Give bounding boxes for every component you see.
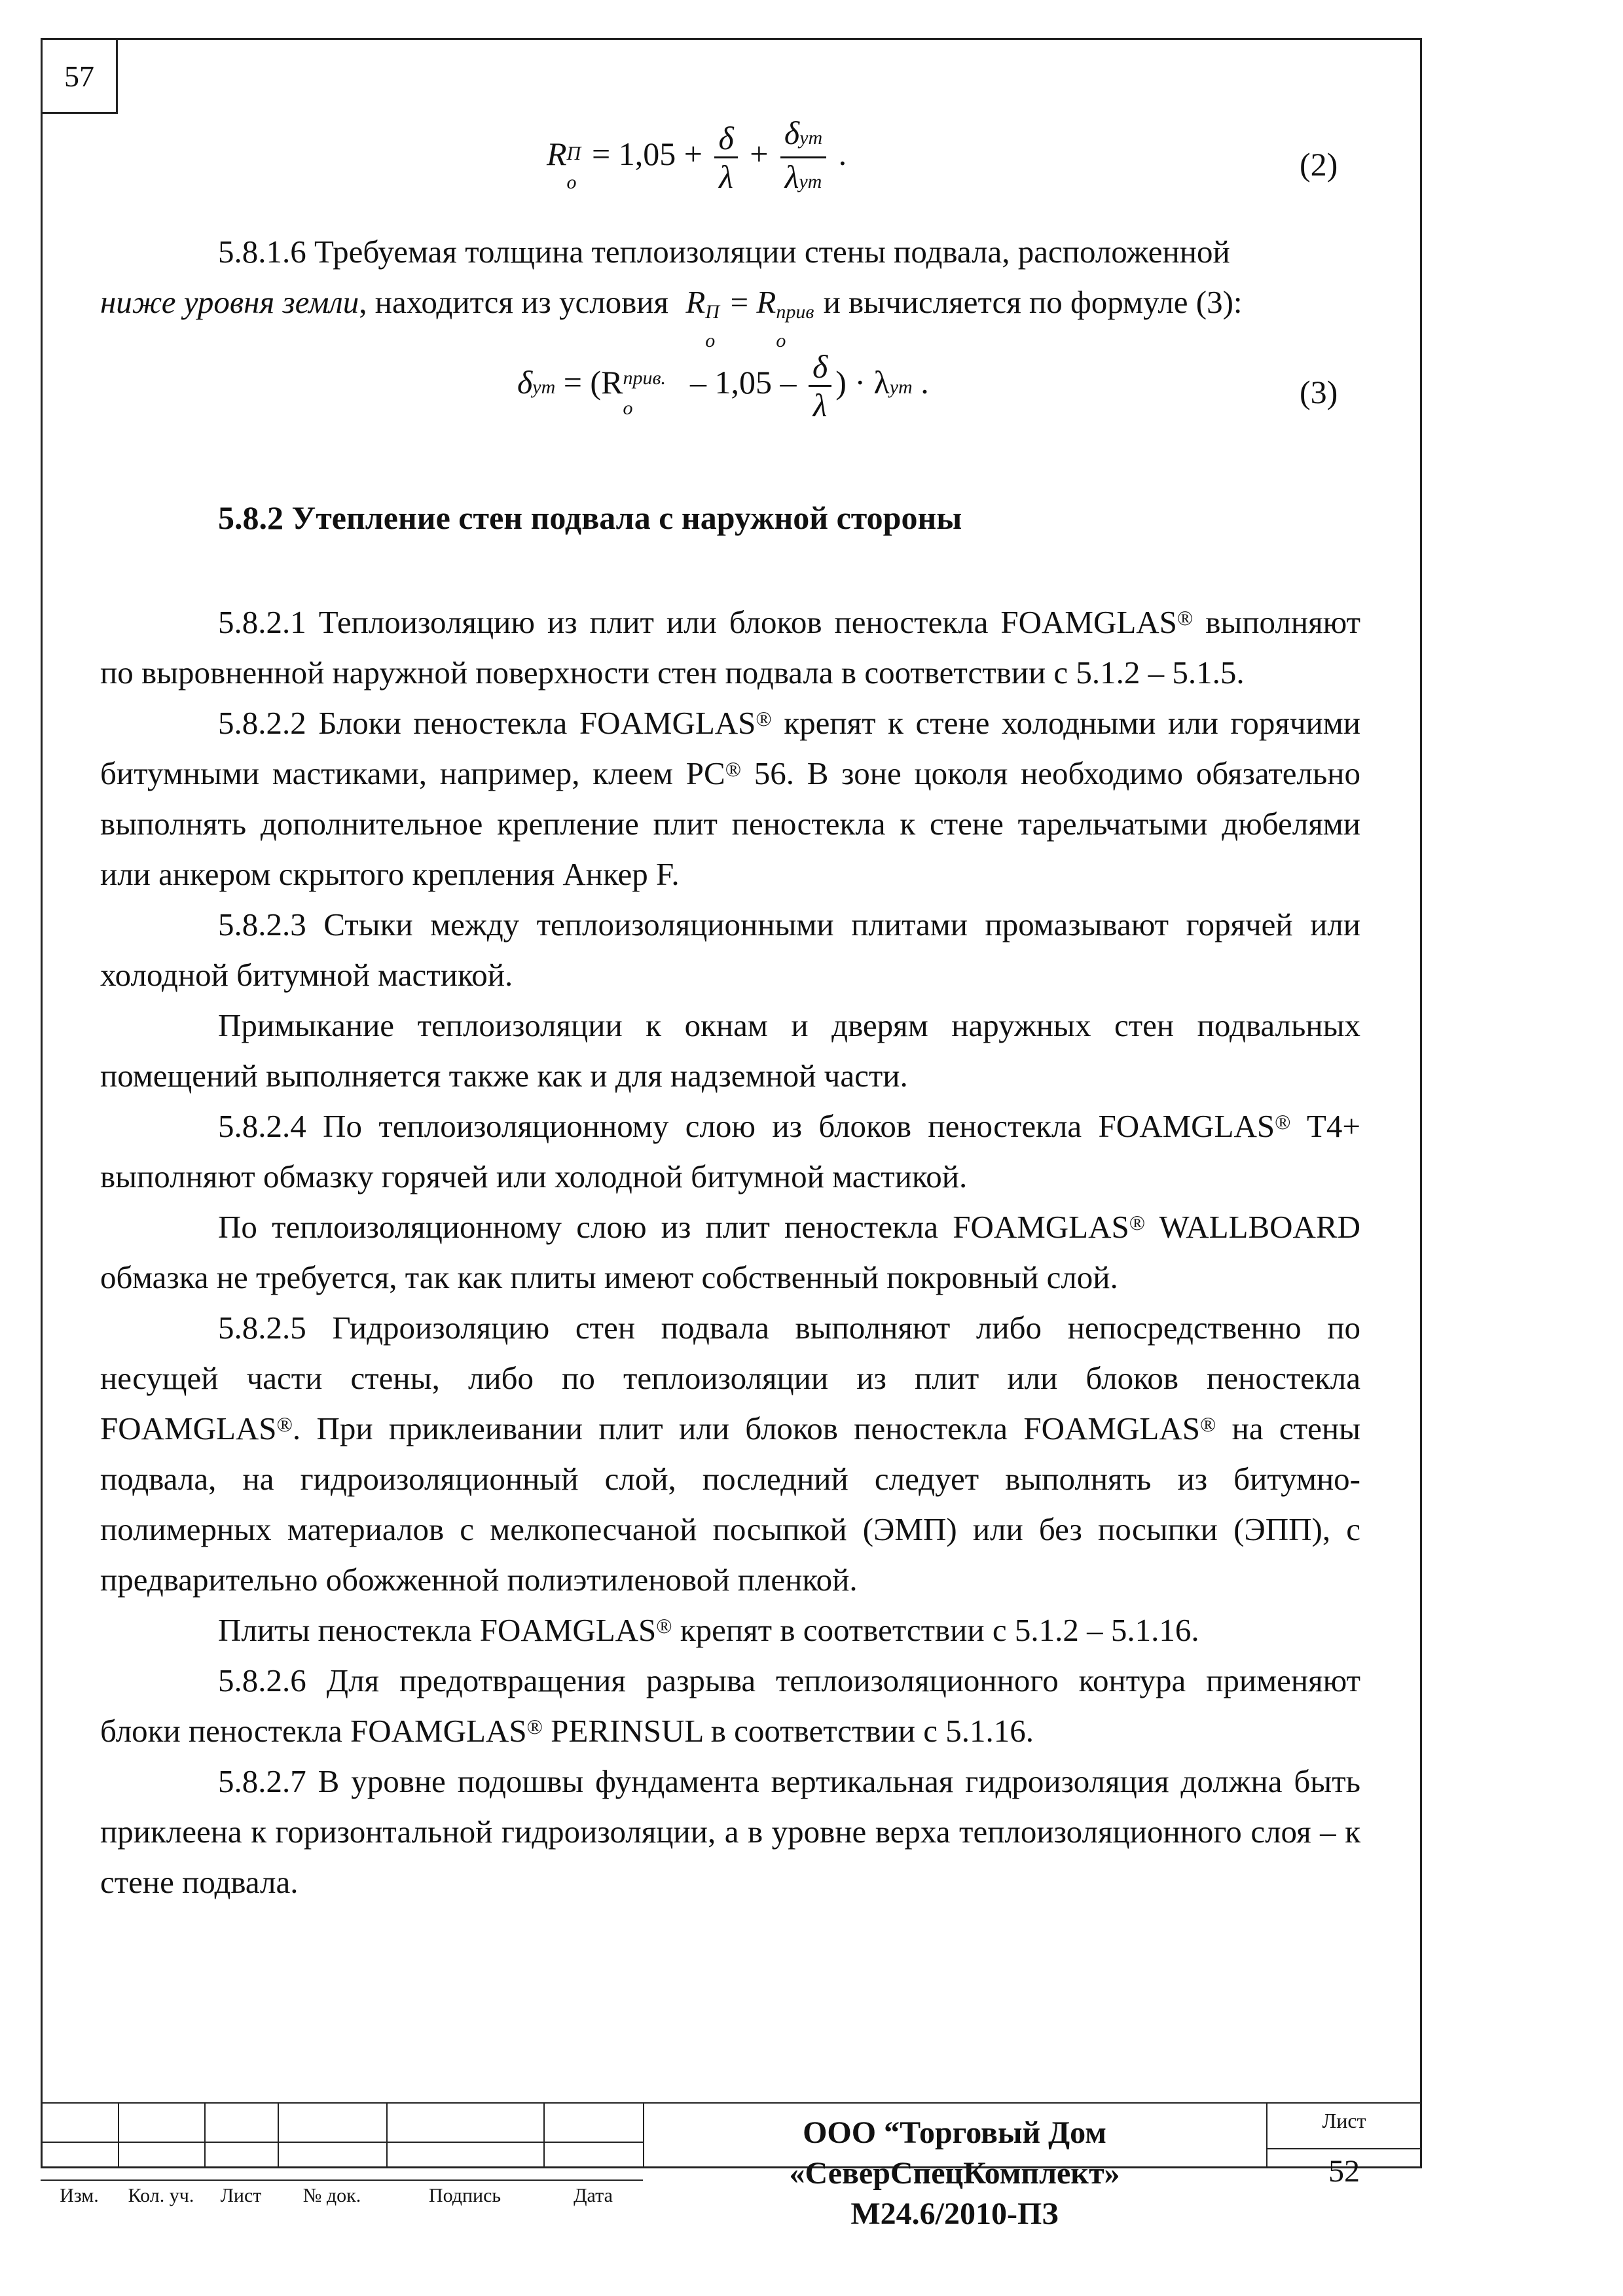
para-5826: 5.8.2.6 Для предотвращения разрыва теплоизоляционного контура применяют блоки пеностекла FOAMGLAS® PERINSUL в соответствии с 5.1.16. [100,1662,1360,1749]
section-heading: 5.8.2 Утепление стен подвала с наружной стороны [218,499,962,536]
para-5823: 5.8.2.3 Стыки между теплоизоляционными плитами промазывают горячей или холодной битумной мастикой. [100,906,1360,993]
para-5816: 5.8.1.6 Требуемая толщина теплоизоляции стены подвала, расположенной ниже уровня земли, находится из условия R П o = R прив o и вычисляется по формуле (3): [100,234,1243,351]
stamp-label-list: Лист [220,2185,262,2206]
formula-3: δут = (R прив. o – 1,05 – $\frac{\delta}{\lambda}$ ) · λут . [517,348,929,423]
corner-page-number: 57 [41,38,118,114]
para-5827: 5.8.2.7 В уровне подошвы фундамента вертикальная гидроизоляция должна быть приклеена к горизонтальной гидроизоляции, а в уровне верха теплоизоляционного слоя – к стене подвала. [100,1763,1360,1900]
stamp-label-date: Дата [574,2185,613,2206]
formula-3-number: (3) [1300,374,1338,410]
para-5825: 5.8.2.5 Гидроизоляцию стен подвала выполняют либо непосредственно по несущей части стены, либо по теплоизоляции из плит или блоков пеностекла FOAMGLAS®. При приклеивании плит или блоков пеностекла FOAMGLAS® на стены подвала, на гидроизоляционный слой, последний следует выполнять из битумно-полимерных материалов с мелкопесчаной посыпкой (ЭМП) или без посыпки (ЭПП), с предварительно обожженной полиэтиленовой пленкой. [100,1310,1360,1598]
para-wallboard: По теплоизоляционному слою из плит пеностекла FOAMGLAS® WALLBOARD обмазка не требуется, так как плиты имеют собственный покровный слой. [100,1209,1360,1295]
stamp-sheet-label: Лист [1322,2109,1366,2132]
para-plates: Плиты пеностекла FOAMGLAS® крепят в соответствии с 5.1.2 – 5.1.16. [218,1612,1199,1648]
stamp-company: ООО “Торговый Дом «СеверСпецКомплект» М24.6/2010-ПЗ [789,2115,1120,2231]
stamp-label-izm: Изм. [60,2185,99,2206]
para-5822: 5.8.2.2 Блоки пеностекла FOAMGLAS® крепят к стене холодными или горячими битумными мастиками, например, клеем PC® 56. В зоне цоколя необходимо обязательно выполнять дополнительное крепление плит пеностекла к стене тарельчатыми дюбелями или анкером скрытого крепления Анкер F. [100,705,1361,892]
para-adjoin: Примыкание теплоизоляции к окнам и дверям наружных стен подвальных помещений выполняется также как и для надземной части. [100,1007,1360,1094]
body-text [100,597,1360,1907]
stamp-label-kol: Кол. уч. [128,2185,194,2206]
stamp-label-doc: № док. [302,2185,361,2206]
para-5821: 5.8.2.1 Теплоизоляцию из плит или блоков пеностекла FOAMGLAS® выполняют по выровненной наружной поверхности стен подвала в соответствии с 5.1.2 – 5.1.5. [100,604,1360,691]
para-5824: 5.8.2.4 По теплоизоляционному слою из блоков пеностекла FOAMGLAS® T4+ выполняют обмазку горячей или холодной битумной мастикой. [100,1108,1360,1194]
formula-2-number: (2) [1300,146,1338,183]
stamp-label-sign: Подпись [428,2185,501,2206]
formula-2: R П o = 1,05 + $\frac{\delta}{\lambda}$ + $\frac{\text{δут}}{\text{λут}}$ . [547,115,847,195]
stamp-sheet-number: 52 [1328,2154,1360,2189]
